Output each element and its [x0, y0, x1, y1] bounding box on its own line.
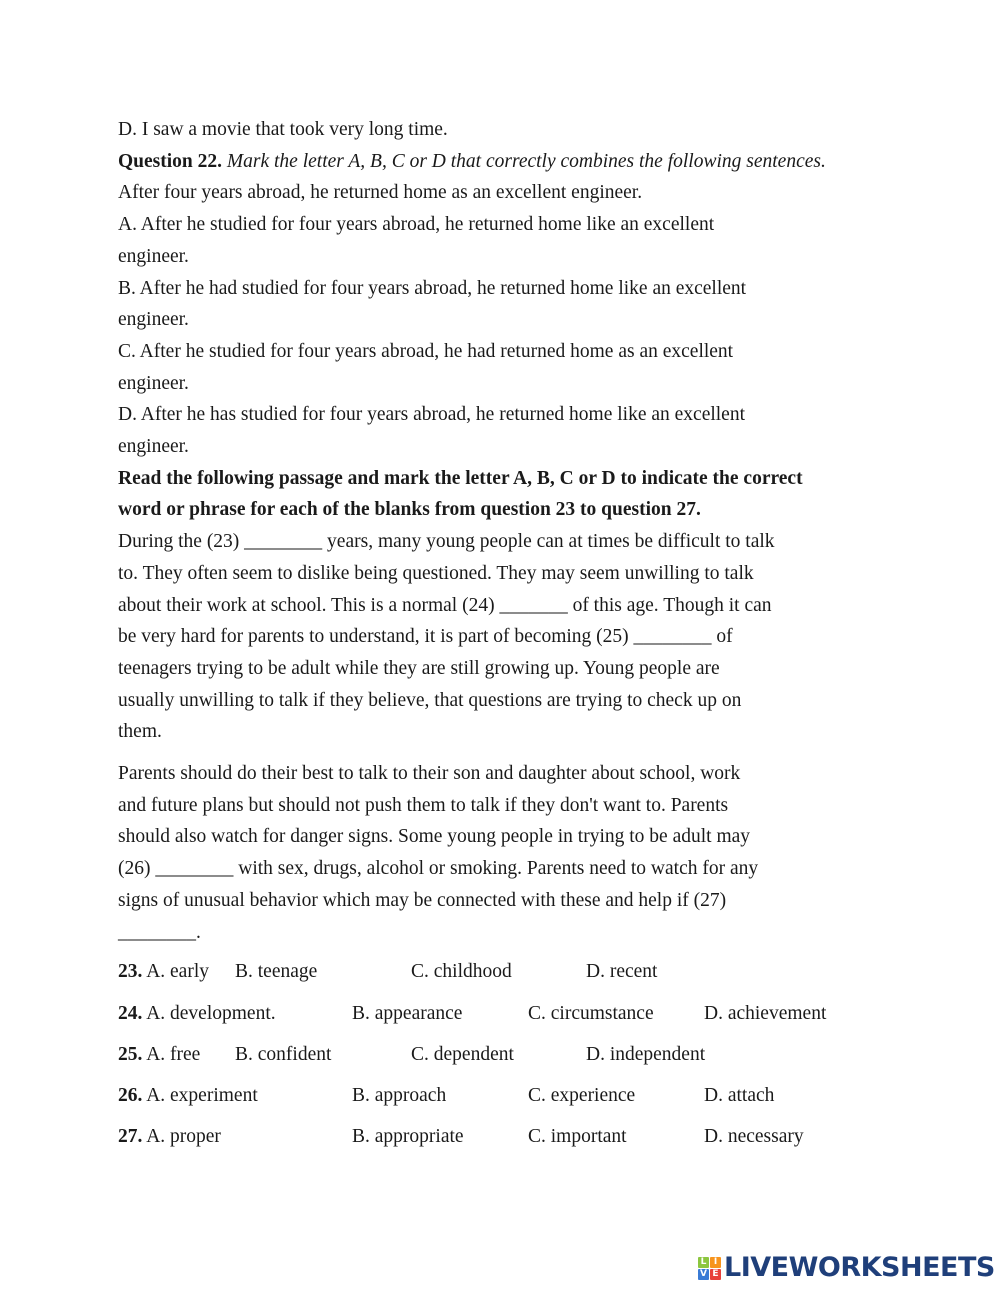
answer-row-24 — [118, 998, 888, 1039]
q22-option-d-cont: engineer. — [118, 436, 189, 458]
worksheet-page — [118, 114, 888, 1163]
answer-row-25 — [118, 1039, 888, 1080]
answer-row-23 — [118, 956, 888, 997]
q22-header — [118, 146, 888, 178]
option-b: B. teenage — [235, 961, 318, 983]
passage-heading-line-2: word or phrase for each of the blanks from question 23 to question 27. — [118, 499, 701, 521]
q22-option-a: A. After he studied for four years abroad, he returned home like an excellent — [118, 214, 715, 236]
passage-line: should also watch for danger signs. Some young people in trying to be adult may — [118, 826, 751, 848]
question-number: 26. — [118, 1085, 143, 1107]
q22-option-c-cont: engineer. — [118, 372, 189, 394]
option-b: B. confident — [235, 1043, 332, 1065]
option-c: C. childhood — [411, 961, 512, 983]
passage-line: teenagers trying to be adult while they are still growing up. Young people are — [118, 657, 720, 679]
passage-paragraph-1 — [118, 526, 888, 748]
option-c: C. experience — [528, 1085, 636, 1107]
q21-option-d: D. I saw a movie that took very long time. — [118, 119, 448, 140]
answers-spacer — [118, 948, 888, 956]
option-a: A. experiment — [146, 1085, 258, 1107]
question-number: 27. — [118, 1126, 143, 1148]
passage-line: them. — [118, 721, 162, 743]
answer-row-26 — [118, 1080, 888, 1121]
passage-line: ________. — [118, 921, 201, 943]
q22-instruction: Mark the letter A, B, C or D that correctly combines the following sentences. — [226, 150, 826, 172]
brand-name: LIVEWORKSHEETS — [724, 1252, 995, 1283]
passage-line: be very hard for parents to understand, it is part of becoming (25) ________ of — [118, 626, 733, 648]
q22-prompt: After four years abroad, he returned home as an excellent engineer. — [118, 182, 643, 204]
q22-option-b-cont: engineer. — [118, 309, 189, 331]
option-a: A. proper — [146, 1126, 221, 1148]
option-d: D. attach — [704, 1085, 775, 1107]
question-number: 23. — [118, 961, 143, 983]
paragraph-spacer — [118, 748, 888, 758]
live-blocks-icon: L I V E — [698, 1257, 721, 1280]
question-number: 24. — [118, 1002, 143, 1024]
q22-option-b: B. After he had studied for four years abroad, he returned home like an excellent — [118, 277, 747, 299]
option-b: B. appropriate — [352, 1126, 464, 1148]
passage-line: signs of unusual behavior which may be connected with these and help if (27) — [118, 889, 727, 911]
passage-line: During the (23) ________ years, many young people can at times be difficult to talk — [118, 531, 775, 553]
option-a: A. early — [146, 961, 209, 983]
option-d: D. necessary — [704, 1126, 804, 1148]
passage-line: to. They often seem to dislike being questioned. They may seem unwilling to talk — [118, 562, 754, 584]
option-b: B. approach — [352, 1085, 447, 1107]
question-number: 25. — [118, 1043, 143, 1065]
option-d: D. recent — [586, 961, 658, 983]
passage-line: Parents should do their best to talk to their son and daughter about school, work — [118, 763, 741, 785]
option-a: A. free — [146, 1043, 201, 1065]
q22-option-d: D. After he has studied for four years abroad, he returned home like an excellent — [118, 404, 746, 426]
q22-label: Question 22. — [118, 150, 223, 172]
option-c: C. important — [528, 1126, 627, 1148]
passage-heading-line-1: Read the following passage and mark the letter A, B, C or D to indicate the correct — [118, 467, 803, 489]
passage-line: about their work at school. This is a normal (24) _______ of this age. Though it can — [118, 594, 772, 616]
answer-row-27 — [118, 1121, 888, 1162]
option-d: D. independent — [586, 1043, 706, 1065]
answer-options — [118, 956, 888, 1162]
option-d: D. achievement — [704, 1002, 827, 1024]
q22-option-a-cont: engineer. — [118, 245, 189, 267]
option-c: C. circumstance — [528, 1002, 654, 1024]
option-a: A. development. — [146, 1002, 276, 1024]
passage-line: usually unwilling to talk if they believe, that questions are trying to check up on — [118, 689, 742, 711]
liveworksheets-logo[interactable] — [698, 1254, 995, 1282]
option-c: C. dependent — [411, 1043, 514, 1065]
passage-line: (26) ________ with sex, drugs, alcohol or smoking. Parents need to watch for any — [118, 858, 759, 880]
option-b: B. appearance — [352, 1002, 463, 1024]
q22-option-c: C. After he studied for four years abroad, he had returned home as an excellent — [118, 340, 734, 362]
passage-line: and future plans but should not push them to talk if they don't want to. Parents — [118, 794, 729, 816]
passage-paragraph-2 — [118, 758, 888, 948]
